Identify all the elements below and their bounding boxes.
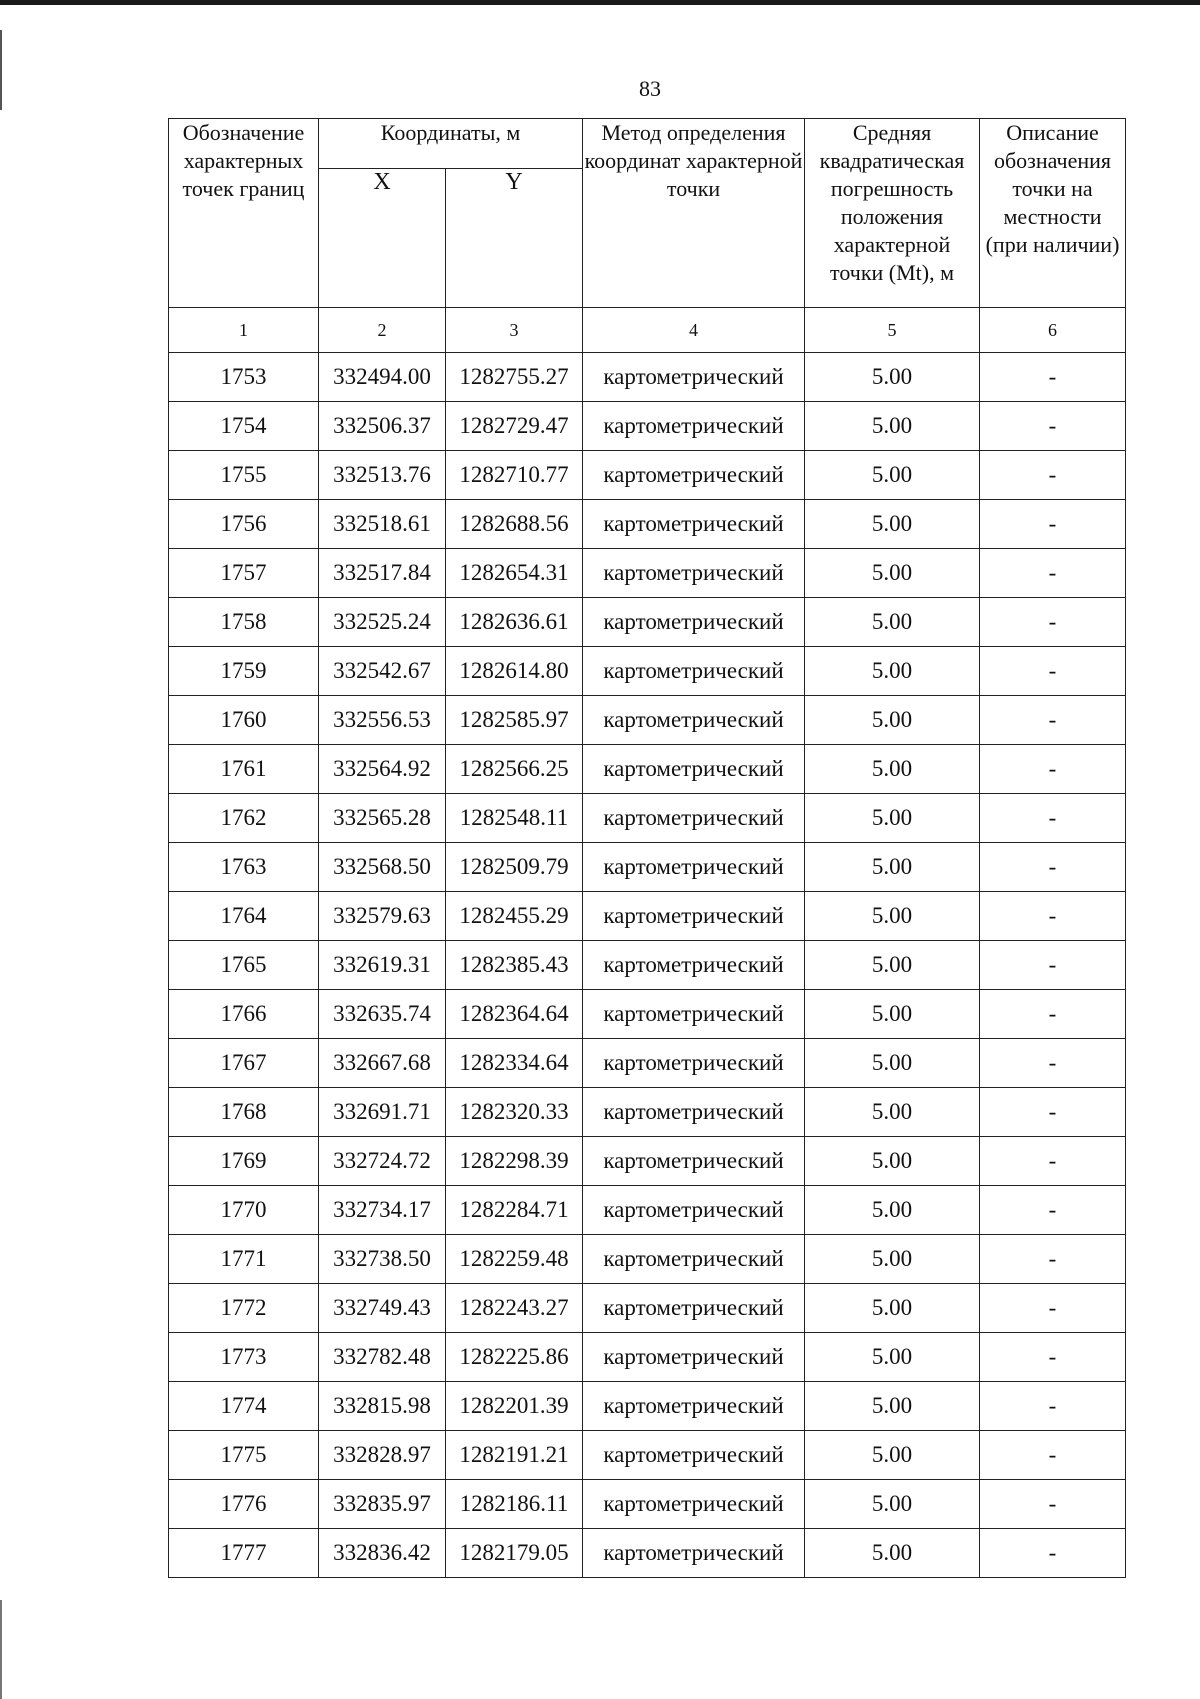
description-cell: -: [980, 794, 1126, 843]
x-coordinate-cell: 332836.42: [319, 1529, 446, 1578]
y-coordinate-cell: 1282259.48: [446, 1235, 583, 1284]
description-cell: -: [980, 549, 1126, 598]
error-cell: 5.00: [805, 353, 980, 402]
x-coordinate-cell: 332749.43: [319, 1284, 446, 1333]
method-cell: картометрический: [583, 402, 805, 451]
x-coordinate-cell: 332691.71: [319, 1088, 446, 1137]
table-row: [169, 1431, 1126, 1480]
y-coordinate-cell: 1282585.97: [446, 696, 583, 745]
point-designation-cell: 1764: [169, 892, 319, 941]
column-number: 3: [446, 308, 583, 353]
table-row: [169, 1480, 1126, 1529]
table-row: [169, 451, 1126, 500]
x-coordinate-cell: 332513.76: [319, 451, 446, 500]
method-cell: картометрический: [583, 1529, 805, 1578]
error-cell: 5.00: [805, 1088, 980, 1137]
method-cell: картометрический: [583, 500, 805, 549]
y-coordinate-cell: 1282636.61: [446, 598, 583, 647]
header-y: Y: [446, 169, 583, 308]
method-cell: картометрический: [583, 745, 805, 794]
page-number: 83: [639, 76, 661, 101]
x-coordinate-cell: 332579.63: [319, 892, 446, 941]
x-coordinate-cell: 332835.97: [319, 1480, 446, 1529]
error-cell: 5.00: [805, 1333, 980, 1382]
method-cell: картометрический: [583, 549, 805, 598]
error-cell: 5.00: [805, 794, 980, 843]
error-cell: 5.00: [805, 500, 980, 549]
method-cell: картометрический: [583, 990, 805, 1039]
table-row: [169, 696, 1126, 745]
header-description: Описание обозначения точки на местности (при наличии): [980, 119, 1126, 308]
table-row: [169, 843, 1126, 892]
header-coordinates: Координаты, м: [319, 119, 583, 169]
point-designation-cell: 1760: [169, 696, 319, 745]
description-cell: -: [980, 451, 1126, 500]
description-cell: -: [980, 1088, 1126, 1137]
x-coordinate-cell: 332517.84: [319, 549, 446, 598]
top-border-line: [0, 0, 1200, 5]
y-coordinate-cell: 1282320.33: [446, 1088, 583, 1137]
method-cell: картометрический: [583, 1480, 805, 1529]
point-designation-cell: 1753: [169, 353, 319, 402]
description-cell: -: [980, 941, 1126, 990]
error-cell: 5.00: [805, 1039, 980, 1088]
column-number: 5: [805, 308, 980, 353]
description-cell: -: [980, 1039, 1126, 1088]
x-coordinate-cell: 332619.31: [319, 941, 446, 990]
point-designation-cell: 1776: [169, 1480, 319, 1529]
description-cell: -: [980, 647, 1126, 696]
description-cell: -: [980, 598, 1126, 647]
y-coordinate-cell: 1282654.31: [446, 549, 583, 598]
point-designation-cell: 1761: [169, 745, 319, 794]
point-designation-cell: 1775: [169, 1431, 319, 1480]
method-cell: картометрический: [583, 892, 805, 941]
description-cell: -: [980, 353, 1126, 402]
point-designation-cell: 1772: [169, 1284, 319, 1333]
point-designation-cell: 1754: [169, 402, 319, 451]
y-coordinate-cell: 1282548.11: [446, 794, 583, 843]
column-number: 4: [583, 308, 805, 353]
error-cell: 5.00: [805, 549, 980, 598]
method-cell: картометрический: [583, 1431, 805, 1480]
table-row: [169, 1333, 1126, 1382]
x-coordinate-cell: 332828.97: [319, 1431, 446, 1480]
error-cell: 5.00: [805, 892, 980, 941]
method-cell: картометрический: [583, 843, 805, 892]
error-cell: 5.00: [805, 745, 980, 794]
x-coordinate-cell: 332667.68: [319, 1039, 446, 1088]
description-cell: -: [980, 1382, 1126, 1431]
point-designation-cell: 1774: [169, 1382, 319, 1431]
y-coordinate-cell: 1282186.11: [446, 1480, 583, 1529]
y-coordinate-cell: 1282455.29: [446, 892, 583, 941]
table-row: [169, 402, 1126, 451]
table-row: [169, 549, 1126, 598]
y-coordinate-cell: 1282179.05: [446, 1529, 583, 1578]
table-row: [169, 1284, 1126, 1333]
method-cell: картометрический: [583, 941, 805, 990]
table-row: [169, 500, 1126, 549]
error-cell: 5.00: [805, 1382, 980, 1431]
point-designation-cell: 1765: [169, 941, 319, 990]
point-designation-cell: 1758: [169, 598, 319, 647]
x-coordinate-cell: 332724.72: [319, 1137, 446, 1186]
table-row: [169, 1039, 1126, 1088]
x-coordinate-cell: 332734.17: [319, 1186, 446, 1235]
table-row: [169, 990, 1126, 1039]
table-row: [169, 1186, 1126, 1235]
table-row: [169, 1382, 1126, 1431]
description-cell: -: [980, 1333, 1126, 1382]
description-cell: -: [980, 892, 1126, 941]
table-row: [169, 745, 1126, 794]
error-cell: 5.00: [805, 1186, 980, 1235]
x-coordinate-cell: 332635.74: [319, 990, 446, 1039]
table-row: [169, 353, 1126, 402]
error-cell: 5.00: [805, 843, 980, 892]
point-designation-cell: 1777: [169, 1529, 319, 1578]
column-number: 6: [980, 308, 1126, 353]
table-body: [169, 353, 1126, 1578]
point-designation-cell: 1756: [169, 500, 319, 549]
point-designation-cell: 1763: [169, 843, 319, 892]
description-cell: -: [980, 1431, 1126, 1480]
method-cell: картометрический: [583, 1039, 805, 1088]
column-number: 2: [319, 308, 446, 353]
error-cell: 5.00: [805, 1529, 980, 1578]
left-margin-line-bottom: [0, 1600, 2, 1699]
y-coordinate-cell: 1282191.21: [446, 1431, 583, 1480]
coordinates-table: [168, 118, 1126, 1578]
header-method: Метод определения координат характерной точки: [583, 119, 805, 308]
table-row: [169, 794, 1126, 843]
error-cell: 5.00: [805, 647, 980, 696]
header-point-designation: Обозначение характерных точек границ: [169, 119, 319, 308]
error-cell: 5.00: [805, 990, 980, 1039]
error-cell: 5.00: [805, 1137, 980, 1186]
y-coordinate-cell: 1282729.47: [446, 402, 583, 451]
error-cell: 5.00: [805, 1431, 980, 1480]
description-cell: -: [980, 1137, 1126, 1186]
point-designation-cell: 1757: [169, 549, 319, 598]
x-coordinate-cell: 332542.67: [319, 647, 446, 696]
description-cell: -: [980, 843, 1126, 892]
y-coordinate-cell: 1282364.64: [446, 990, 583, 1039]
error-cell: 5.00: [805, 696, 980, 745]
method-cell: картометрический: [583, 1382, 805, 1431]
description-cell: -: [980, 1529, 1126, 1578]
method-cell: картометрический: [583, 451, 805, 500]
method-cell: картометрический: [583, 353, 805, 402]
point-designation-cell: 1762: [169, 794, 319, 843]
description-cell: -: [980, 1284, 1126, 1333]
method-cell: картометрический: [583, 794, 805, 843]
x-coordinate-cell: 332565.28: [319, 794, 446, 843]
error-cell: 5.00: [805, 1284, 980, 1333]
method-cell: картометрический: [583, 1284, 805, 1333]
description-cell: -: [980, 745, 1126, 794]
table-row: [169, 1137, 1126, 1186]
y-coordinate-cell: 1282509.79: [446, 843, 583, 892]
y-coordinate-cell: 1282688.56: [446, 500, 583, 549]
description-cell: -: [980, 402, 1126, 451]
header-error: Средняя квадратическая погрешность положения характерной точки (Mt), м: [805, 119, 980, 308]
error-cell: 5.00: [805, 941, 980, 990]
method-cell: картометрический: [583, 647, 805, 696]
header-x: X: [319, 169, 446, 308]
description-cell: -: [980, 1235, 1126, 1284]
y-coordinate-cell: 1282755.27: [446, 353, 583, 402]
x-coordinate-cell: 332518.61: [319, 500, 446, 549]
column-number-row: [169, 308, 1126, 353]
y-coordinate-cell: 1282566.25: [446, 745, 583, 794]
method-cell: картометрический: [583, 598, 805, 647]
method-cell: картометрический: [583, 1186, 805, 1235]
table-row: [169, 1529, 1126, 1578]
x-coordinate-cell: 332738.50: [319, 1235, 446, 1284]
y-coordinate-cell: 1282710.77: [446, 451, 583, 500]
table-row: [169, 1088, 1126, 1137]
error-cell: 5.00: [805, 1235, 980, 1284]
method-cell: картометрический: [583, 696, 805, 745]
y-coordinate-cell: 1282201.39: [446, 1382, 583, 1431]
table-row: [169, 1235, 1126, 1284]
point-designation-cell: 1755: [169, 451, 319, 500]
description-cell: -: [980, 990, 1126, 1039]
description-cell: -: [980, 1186, 1126, 1235]
x-coordinate-cell: 332782.48: [319, 1333, 446, 1382]
method-cell: картометрический: [583, 1333, 805, 1382]
error-cell: 5.00: [805, 598, 980, 647]
description-cell: -: [980, 500, 1126, 549]
x-coordinate-cell: 332564.92: [319, 745, 446, 794]
y-coordinate-cell: 1282284.71: [446, 1186, 583, 1235]
error-cell: 5.00: [805, 1480, 980, 1529]
description-cell: -: [980, 696, 1126, 745]
point-designation-cell: 1771: [169, 1235, 319, 1284]
x-coordinate-cell: 332556.53: [319, 696, 446, 745]
table-row: [169, 892, 1126, 941]
method-cell: картометрический: [583, 1088, 805, 1137]
point-designation-cell: 1767: [169, 1039, 319, 1088]
x-coordinate-cell: 332525.24: [319, 598, 446, 647]
error-cell: 5.00: [805, 451, 980, 500]
point-designation-cell: 1773: [169, 1333, 319, 1382]
column-number: 1: [169, 308, 319, 353]
table-row: [169, 647, 1126, 696]
x-coordinate-cell: 332568.50: [319, 843, 446, 892]
x-coordinate-cell: 332815.98: [319, 1382, 446, 1431]
y-coordinate-cell: 1282334.64: [446, 1039, 583, 1088]
table-row: [169, 598, 1126, 647]
point-designation-cell: 1768: [169, 1088, 319, 1137]
x-coordinate-cell: 332506.37: [319, 402, 446, 451]
method-cell: картометрический: [583, 1235, 805, 1284]
y-coordinate-cell: 1282243.27: [446, 1284, 583, 1333]
y-coordinate-cell: 1282225.86: [446, 1333, 583, 1382]
y-coordinate-cell: 1282385.43: [446, 941, 583, 990]
y-coordinate-cell: 1282298.39: [446, 1137, 583, 1186]
point-designation-cell: 1769: [169, 1137, 319, 1186]
x-coordinate-cell: 332494.00: [319, 353, 446, 402]
point-designation-cell: 1766: [169, 990, 319, 1039]
table-row: [169, 941, 1126, 990]
error-cell: 5.00: [805, 402, 980, 451]
method-cell: картометрический: [583, 1137, 805, 1186]
y-coordinate-cell: 1282614.80: [446, 647, 583, 696]
point-designation-cell: 1770: [169, 1186, 319, 1235]
point-designation-cell: 1759: [169, 647, 319, 696]
description-cell: -: [980, 1480, 1126, 1529]
